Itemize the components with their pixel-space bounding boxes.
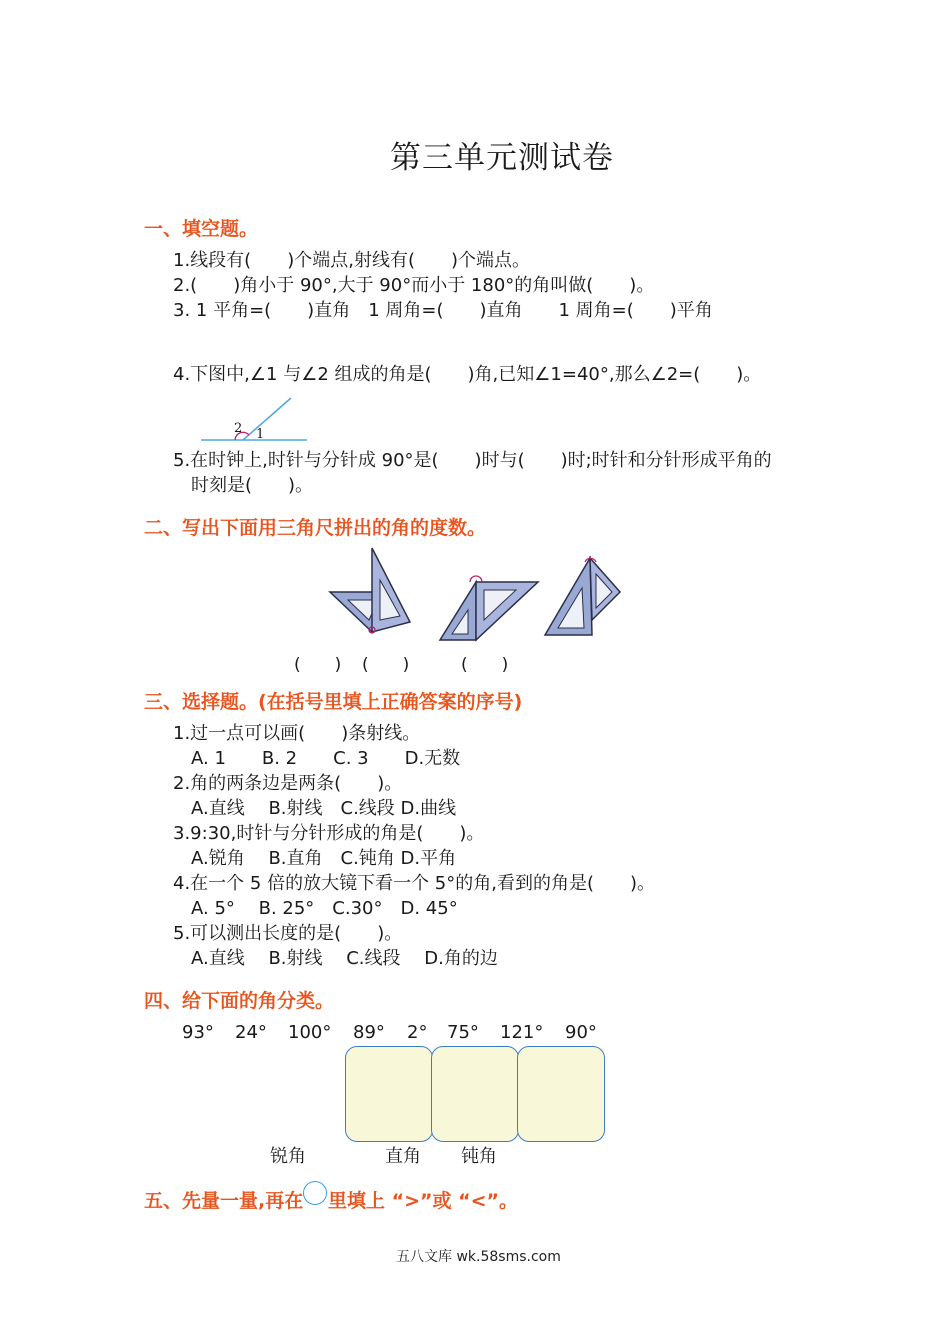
s1-question-1: 1.线段有( )个端点,射线有( )个端点。 bbox=[173, 250, 530, 271]
s3-question-4: 4.在一个 5 倍的放大镜下看一个 5°的角,看到的角是( )。 bbox=[173, 873, 656, 894]
section-5-heading-b: 里填上 “>”或 “<”。 bbox=[328, 1190, 519, 1212]
circle-blank-icon bbox=[303, 1181, 327, 1205]
footer-watermark: 五八文库 wk.58sms.com bbox=[396, 1249, 561, 1265]
s3-question-5: 5.可以测出长度的是( )。 bbox=[173, 923, 403, 944]
figure-ray bbox=[243, 398, 291, 440]
acute-angle-label: 锐角 bbox=[270, 1146, 306, 1167]
right-angle-label: 直角 bbox=[385, 1146, 421, 1167]
s3-question-3-options: A.锐角 B.直角 C.钝角 D.平角 bbox=[191, 848, 457, 869]
figure-label-1: 1 bbox=[256, 427, 265, 442]
section-2-heading: 二、写出下面用三角尺拼出的角的度数。 bbox=[144, 517, 487, 539]
obtuse-angle-box[interactable] bbox=[517, 1046, 605, 1142]
angle-value: 89° bbox=[353, 1022, 385, 1043]
acute-angle-box[interactable] bbox=[345, 1046, 433, 1142]
s1-question-2: 2.( )角小于 90°,大于 90°而小于 180°的角叫做( )。 bbox=[173, 275, 655, 296]
angle-value: 121° bbox=[500, 1022, 544, 1043]
angle-value: 100° bbox=[288, 1022, 332, 1043]
section-1-heading: 一、填空题。 bbox=[144, 218, 259, 240]
angle-value: 75° bbox=[447, 1022, 479, 1043]
s1-question-4: 4.下图中,∠1 与∠2 组成的角是( )角,已知∠1=40°,那么∠2=( )。 bbox=[173, 364, 762, 385]
s3-question-5-options: A.直线 B.射线 C.线段 D.角的边 bbox=[191, 948, 498, 969]
s3-question-3: 3.9:30,时针与分针形成的角是( )。 bbox=[173, 823, 485, 844]
s3-question-2-options: A.直线 B.射线 C.线段 D.曲线 bbox=[191, 798, 457, 819]
figure-label-2: 2 bbox=[234, 421, 243, 436]
triangle-group-3 bbox=[545, 558, 620, 635]
triangle-group-2 bbox=[440, 576, 538, 640]
s1-question-5b: 时刻是( )。 bbox=[191, 475, 314, 496]
s3-question-1: 1.过一点可以画( )条射线。 bbox=[173, 723, 421, 744]
page-title: 第三单元测试卷 bbox=[390, 140, 614, 176]
s2-blank-3[interactable]: ( ) bbox=[461, 655, 509, 675]
triangle-group-1 bbox=[330, 548, 410, 633]
angle-value: 2° bbox=[407, 1022, 428, 1043]
section-5-heading-a: 五、先量一量,再在 bbox=[144, 1190, 304, 1212]
section-4-heading: 四、给下面的角分类。 bbox=[144, 990, 335, 1012]
angle-value: 93° bbox=[182, 1022, 214, 1043]
angle-value: 24° bbox=[235, 1022, 267, 1043]
s1-question-5a: 5.在时钟上,时针与分针成 90°是( )时与( )时;时针和分针形成平角的 bbox=[173, 450, 772, 471]
angle-value: 90° bbox=[565, 1022, 597, 1043]
obtuse-angle-label: 钝角 bbox=[461, 1146, 497, 1167]
s2-blank-1[interactable]: ( ) bbox=[294, 655, 342, 675]
s2-blank-2[interactable]: ( ) bbox=[362, 655, 410, 675]
s3-question-4-options: A. 5° B. 25° C.30° D. 45° bbox=[191, 898, 458, 919]
section-3-heading: 三、选择题。(在括号里填上正确答案的序号) bbox=[144, 691, 523, 713]
s3-question-2: 2.角的两条边是两条( )。 bbox=[173, 773, 403, 794]
angle-figure bbox=[195, 392, 315, 444]
s3-question-1-options: A. 1 B. 2 C. 3 D.无数 bbox=[191, 748, 461, 769]
s1-question-3: 3. 1 平角=( )直角 1 周角=( )直角 1 周角=( )平角 bbox=[173, 300, 713, 321]
right-angle-box[interactable] bbox=[431, 1046, 519, 1142]
triangle-ruler-figures bbox=[320, 540, 630, 650]
